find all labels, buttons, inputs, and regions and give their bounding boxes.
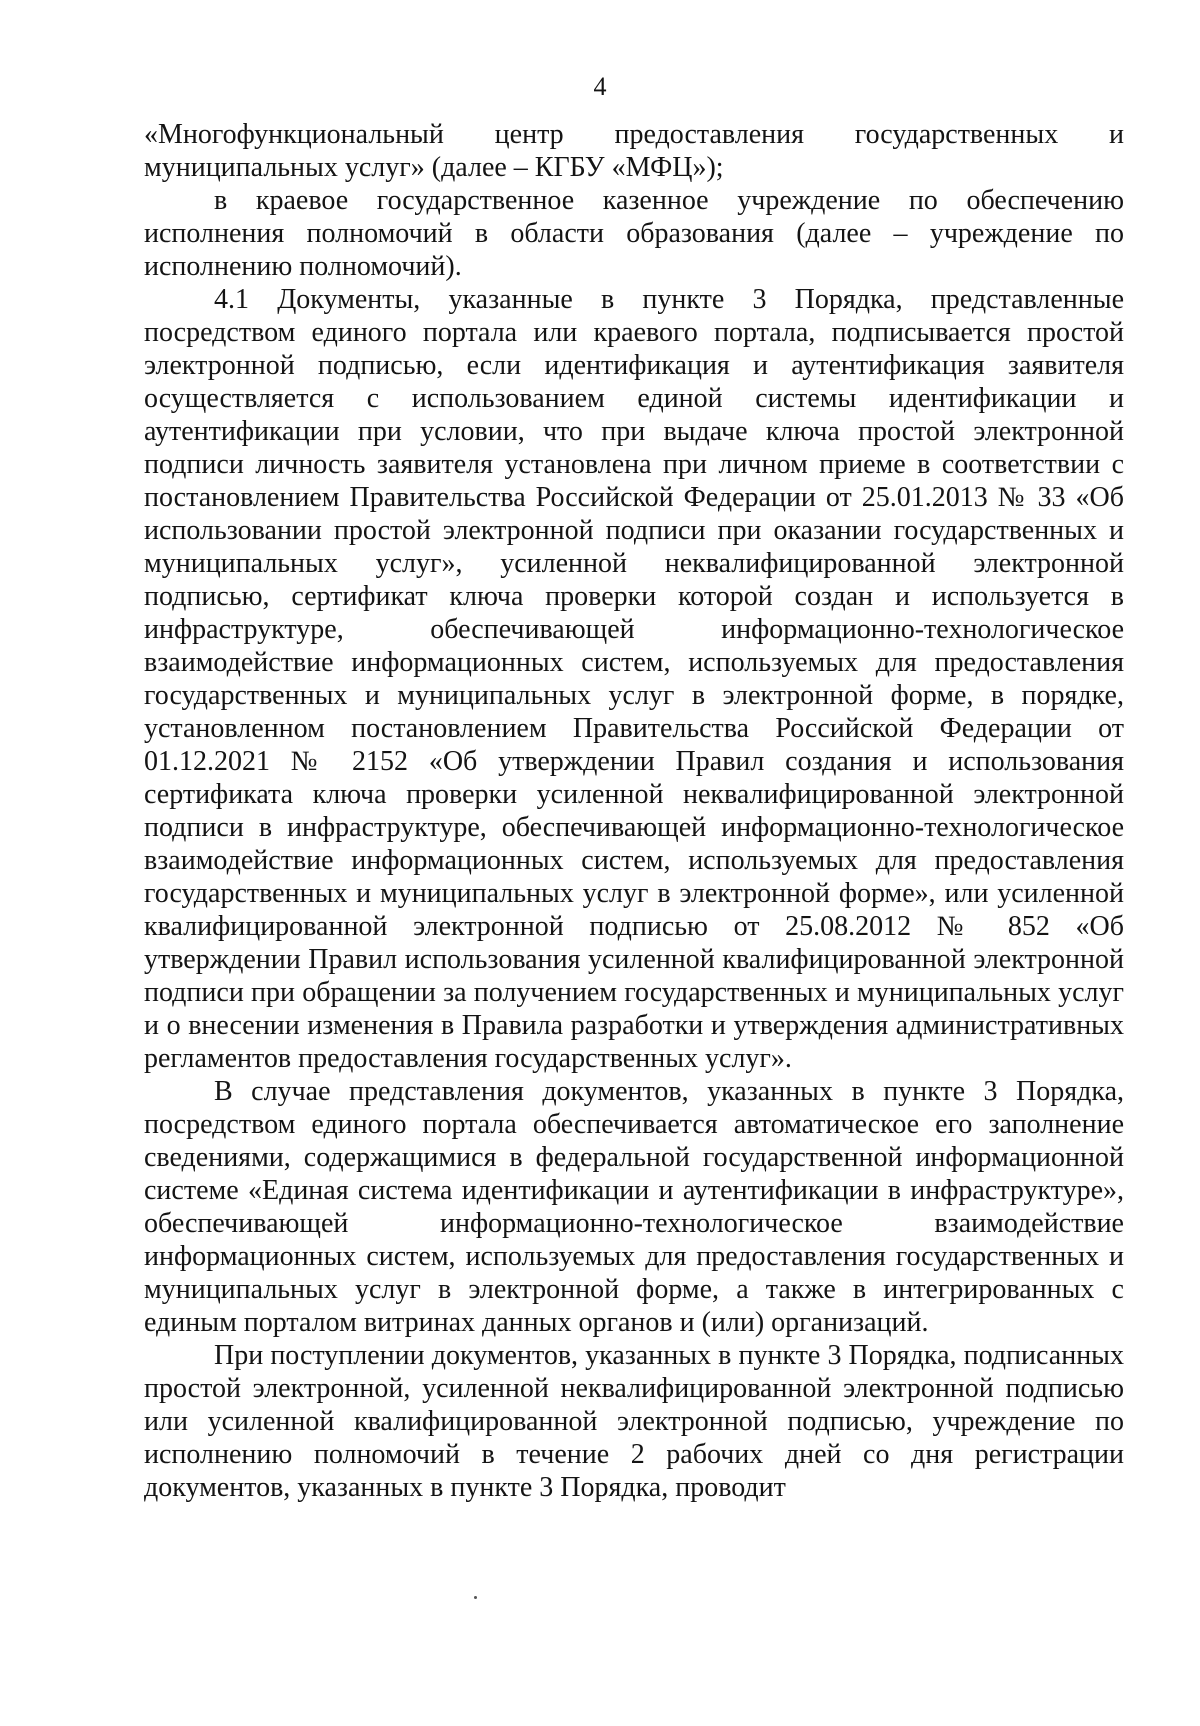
paragraph-4-1-electronic-signature: 4.1 Документы, указанные в пункте 3 Порядка, представленные посредством единого портала или краевого портала, подписывается простой электронной подписью, если идентификация и аутентификация заявителя осуществляется с использованием единой системы идентификации и аутентификации при условии, что при выдаче ключа простой электронной подписи личность заявителя установлена при личном приеме в соответствии с постановлением Правительства Российской Федерации от 25.01.2013 № 33 «Об использовании простой электронной подписи при оказании государственных и муниципальных услуг», усиленной неквалифицированной электронной подписью, сертификат ключа проверки которой создан и используется в инфраструктуре, обеспечивающей информационно-технологическое взаимодействие информационных систем, используемых для предоставления государственных и муниципальных услуг в электронной форме, в порядке, установленном постановлением Правительства Российской Федерации от 01.12.2021 № 2152 «Об утверждении Правил создания и использования сертификата ключа проверки усиленной неквалифицированной электронной подписи в инфраструктуре, обеспечивающей информационно-технологическое взаимодействие информационных систем, используемых для предоставления государственных и муниципальных услуг в электронной форме», или усиленной квалифицированной электронной подписью от 25.08.2012 № 852 «Об утверждении Правил использования усиленной квалифицированной электронной подписи при обращении за получением государственных и муниципальных услуг и о внесении изменения в Правила разработки и утверждения административных регламентов предоставления государственных услуг». (144, 284, 1124, 1074)
document-body (144, 118, 1124, 1504)
paragraph-signed-documents-check: При поступлении документов, указанных в пункте 3 Порядка, подписанных простой электронной, усиленной неквалифицированной электронной подписью или усиленной квалифицированной электронной подписью, учреждение по исполнению полномочий в течение 2 рабочих дней со дня регистрации документов, указанных в пункте 3 Порядка, проводит (144, 1340, 1124, 1503)
paragraph-mfc-continuation: «Многофункциональный центр предоставления государственных и муниципальных услуг» (далее – КГБУ «МФЦ»); (144, 119, 1124, 183)
paragraph-single-portal-autofill: В случае представления документов, указанных в пункте 3 Порядка, посредством единого портала обеспечивается автоматическое его заполнение сведениями, содержащимися в федеральной государственной информационной системе «Единая система идентификации и аутентификации в инфраструктуре», обеспечивающей информационно-технологическое взаимодействие информационных систем, используемых для предоставления государственных и муниципальных услуг в электронной форме, а также в интегрированных с единым порталом витринах данных органов и (или) организаций. (144, 1076, 1124, 1338)
paragraph-education-institution: в краевое государственное казенное учреждение по обеспечению исполнения полномочий в области образования (далее – учреждение по исполнению полномочий). (144, 185, 1124, 282)
page-number: 4 (593, 72, 607, 101)
scan-speck (474, 1596, 477, 1599)
